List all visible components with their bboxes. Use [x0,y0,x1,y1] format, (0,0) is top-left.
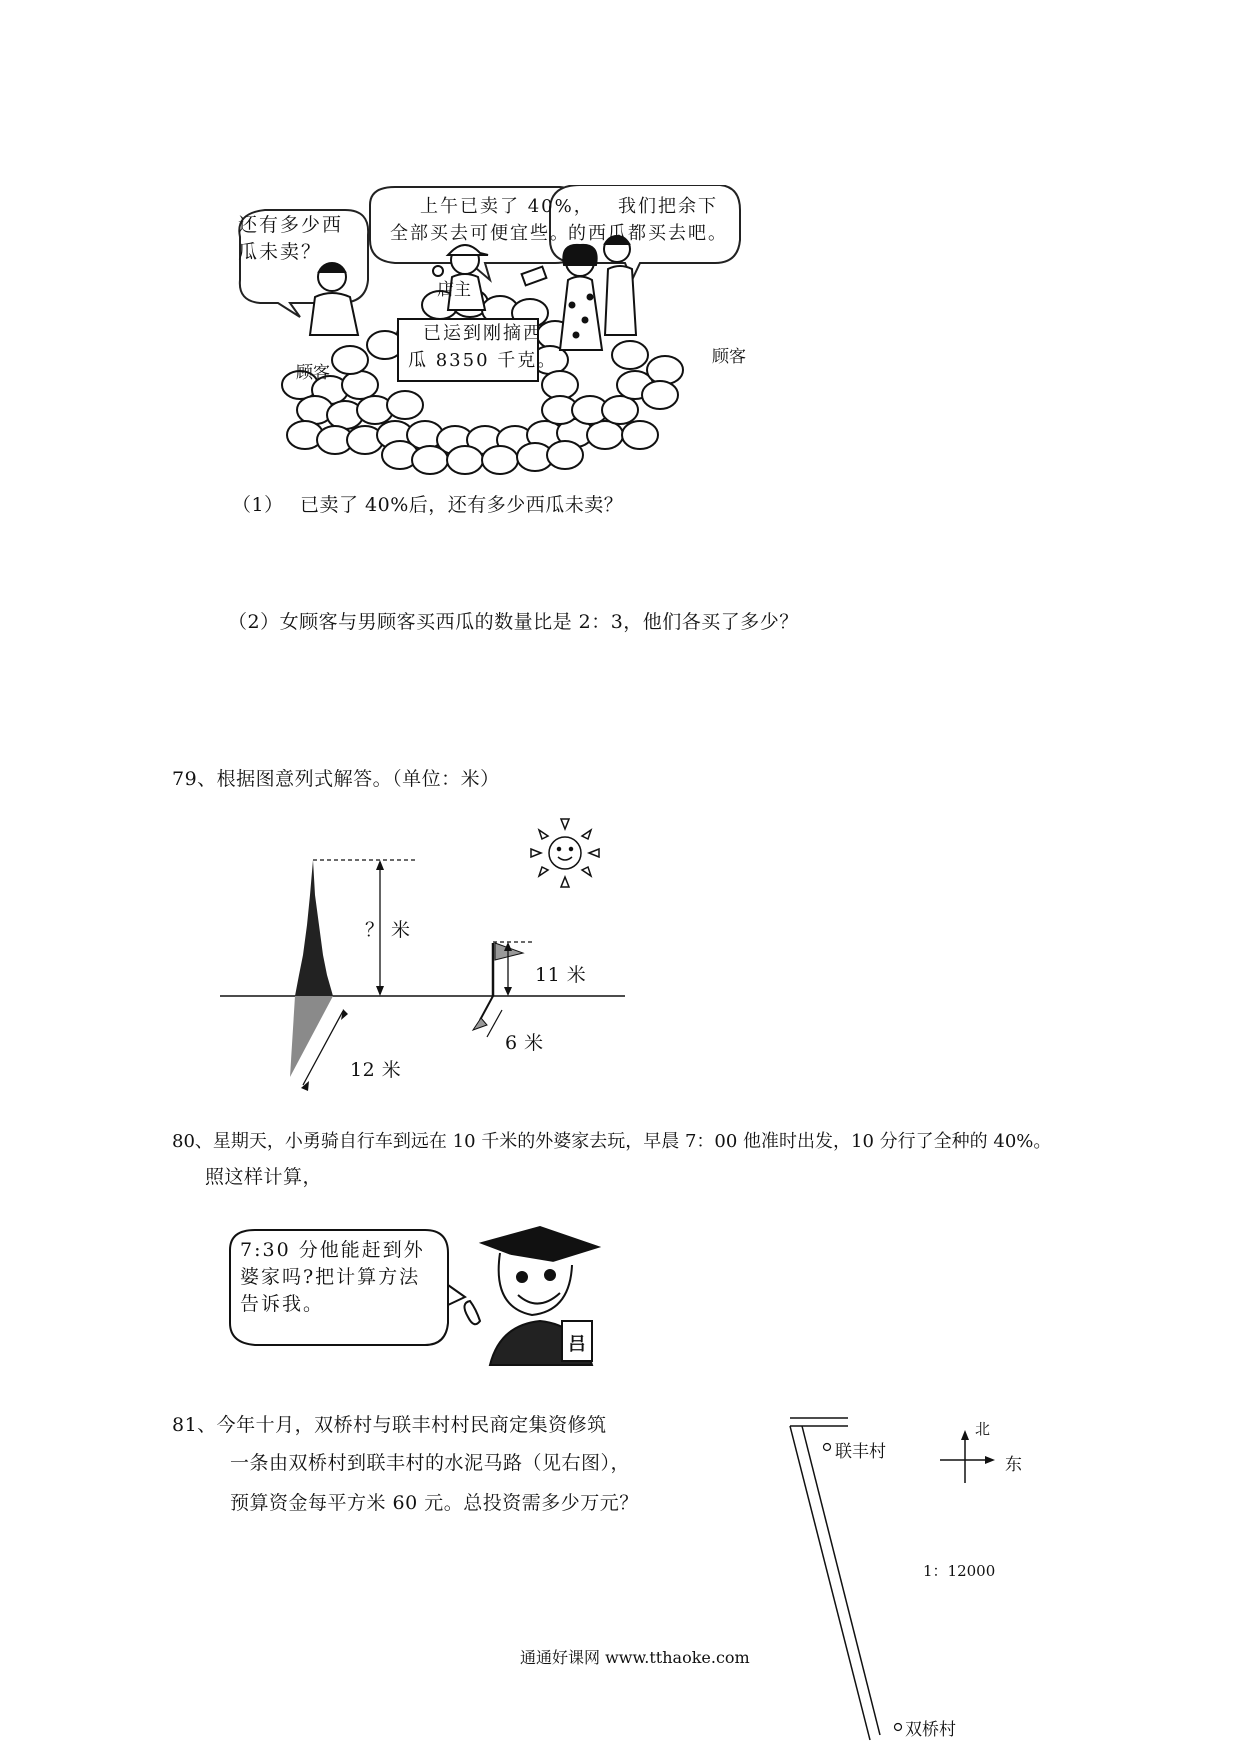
q80-line1: 80、星期天，小勇骑自行车到远在 10 千米的外婆家去玩，早晨 7：00 他准时出发，10 分行了全种的 40%。 [172,1131,1052,1152]
sign-text: 已运到刚摘西 瓜 8350 千克。 [408,323,558,371]
q80-bubble-text: 7:30 分他能赶到外 婆家吗?把计算方法 告诉我。 [240,1239,425,1315]
east-label: 东 [1005,1455,1022,1475]
q78-sub1-number: （1） [232,494,284,516]
q78-sub2-text: （2）女顾客与男顾客买西瓜的数量比是 2：3，他们各买了多少？ [228,611,799,633]
shadow-diagram [215,815,625,1095]
label-tower-shadow: 12 米 [350,1059,402,1081]
book-label: 吕 [568,1334,586,1355]
village-lianfeng: 联丰村 [835,1442,886,1462]
q81-line2: 一条由双桥村到联丰村的水泥马路（见右图）， [230,1452,631,1474]
village-shuangqiao: 双桥村 [905,1720,956,1740]
label-shopkeeper: 店主 [437,280,471,300]
sun-icon [531,819,599,887]
q78-sub1-text: 已卖了 40%后，还有多少西瓜未卖？ [300,494,624,516]
bubble-right-text: 我们把余下 的西瓜都买去吧。 [568,196,728,244]
label-flag-height: 11 米 [535,964,587,986]
north-label: 北 [975,1420,991,1438]
label-flag-shadow: 6 米 [505,1032,544,1054]
footer-watermark: 通通好课网 www.tthaoke.com [520,1648,750,1667]
road-map [780,1410,1040,1745]
q81-line3: 预算资金每平方米 60 元。总投资需多少万元？ [230,1492,639,1514]
label-customer-left: 顾客 [296,363,330,383]
map-scale: 1：12000 [923,1562,996,1580]
q81-line1: 81、今年十月，双桥村与联丰村村民商定集资修筑 [172,1414,607,1436]
q80-line2: 照这样计算， [205,1166,323,1188]
bubble-shopkeeper-text: 上午已卖了 40%， 全部买去可便宜些。 [390,196,594,244]
q79-title: 79、根据图意列式解答。（单位：米） [172,768,500,790]
label-customer-right: 顾客 [712,347,746,367]
label-tower-height: ？ 米 [365,919,411,941]
bubble-left-text: 还有多少西 瓜未卖？ [238,214,344,263]
